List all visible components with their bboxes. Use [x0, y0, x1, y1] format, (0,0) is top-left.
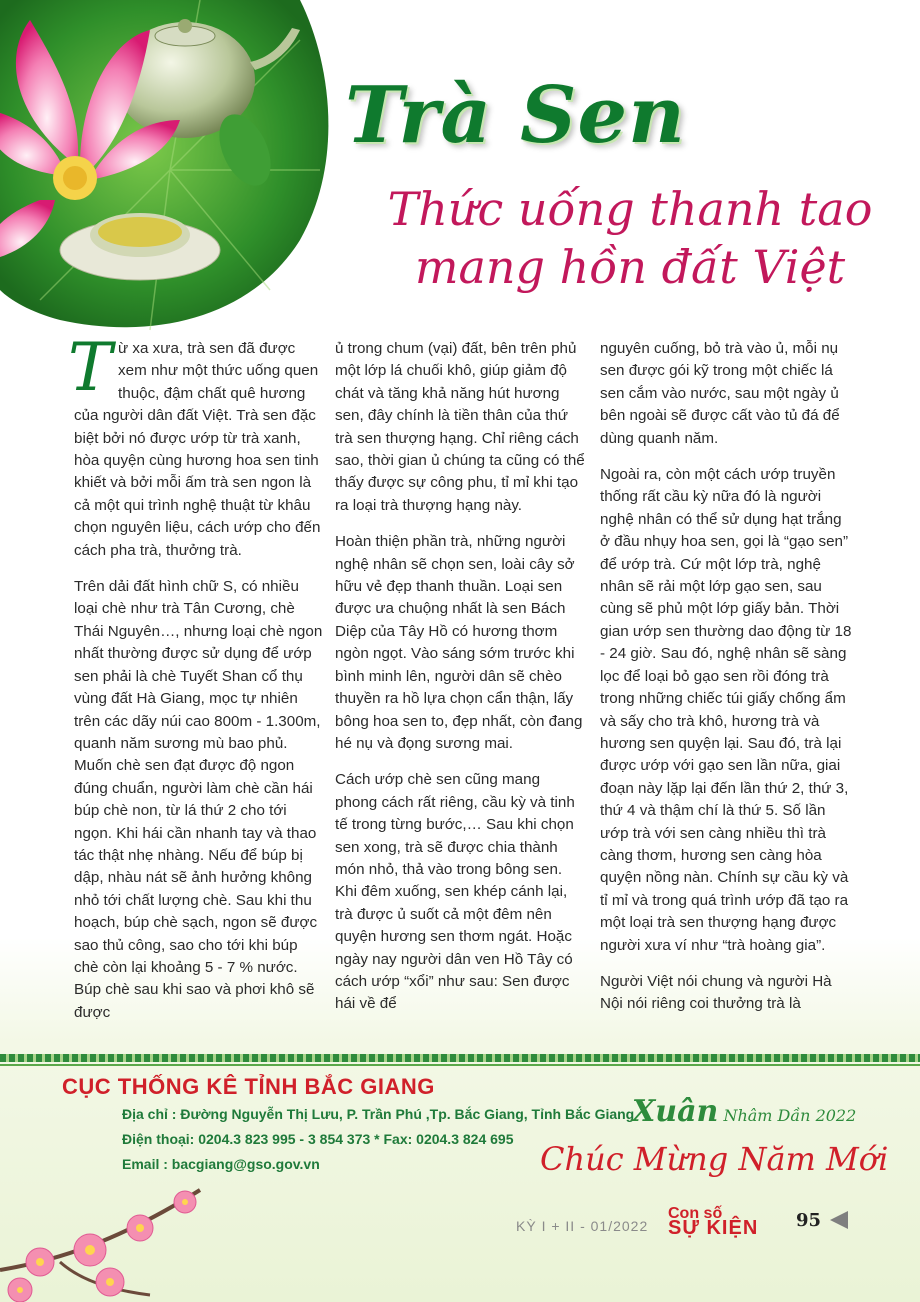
paragraph-text: ừ xa xưa, trà sen đã được xem như một thức uống quen thuộc, đậm chất quê hương của người dân đất Việt. Trà sen đặc biệt bởi nó được ướp từ trà xanh, hòa quyện cùng hương hoa sen tinh khiết và bởi mỗi ấm trà sen ngon là cả một qui trình nghệ thuật từ khâu chọn nguyên liệu, cách ướp cho đến cách pha trà, thưởng trà.: [74, 340, 321, 559]
footer-divider-line: [0, 1064, 920, 1066]
organization-address: Địa chỉ : Đường Nguyễn Thị Lưu, P. Trần Phú ,Tp. Bắc Giang, Tỉnh Bắc Giang: [122, 1106, 635, 1122]
paragraph: Người Việt nói chung và người Hà Nội nói riêng coi thưởng trà là: [600, 972, 832, 1013]
new-year-label: [632, 1094, 856, 1129]
article-column-3: [600, 338, 855, 1030]
paragraph: nguyên cuống, bỏ trà vào ủ, mỗi nụ sen được gói kỹ trong một chiếc lá sen cắm vào nước, sau một ngày ủ bên ngoài sẽ được cất vào tủ đá để dùng quanh năm.: [600, 340, 840, 447]
paragraph: Ngoài ra, còn một cách ướp truyền thống rất cầu kỳ nữa đó là người nghệ nhân có thể sử dụng hạt trắng ở đầu nhụy hoa sen, gọi là “gạo sen” để ướp trà. Cứ một lớp trà, nghệ nhân sẽ rải một lớp gạo sen, sau cùng sẽ phủ một lớp giấy bản. Thời gian ướp sen thường dao động từ 18 - 24 giờ. Sau đó, nghệ nhân sẽ sàng lọc để loại bỏ gạo sen rồi đóng trà trong những chiếc túi giấy chống ẩm và sấy cho trà khô, hương trà và hương sen quyện lại. Sau đó, trà lại được ướp với gạo sen lần nữa, giai đoạn này lặp lại đến lần thứ 2, thứ 3, thứ 4 và thậm chí là thứ 5. Số lần ướp trà với sen càng nhiều thì trà càng thơm, hương sen càng hòa quyện nồng nàn. Chính sự cầu kỳ và tỉ mỉ và trong quá trình ướp đã tạo ra một loại trà sen thượng hạng được người xưa ví như “trà hoàng gia”.: [600, 466, 852, 954]
magazine-logo-top: Con số: [668, 1205, 723, 1222]
magazine-logo-bottom: SỰ KIỆN: [668, 1217, 759, 1239]
paragraph: Cách ướp chè sen cũng mang phong cách rất riêng, cầu kỳ và tinh tế trong từng bước,… Sau khi chọn sen xong, trà sẽ được chia thành món nhỏ, thả vào trong bông sen. Khi đêm xuống, sen khép cánh lại, trà được ủ suốt cả một đêm nên quyện hương sen thơm ngát. Hoặc ngày nay người dân ven Hồ Tây có cách ướp “xổi” như sau: Sen được hái về để: [335, 771, 575, 1013]
organization-name: CỤC THỐNG KÊ TỈNH BẮC GIANG: [62, 1074, 435, 1099]
issue-number: KỲ I + II - 01/2022: [516, 1218, 649, 1234]
subtitle-line-1: Thức uống thanh tao: [387, 182, 873, 236]
paragraph: [68, 329, 324, 562]
article-subtitle: [360, 180, 900, 296]
organization-email: Email : bacgiang@gso.gov.vn: [122, 1156, 320, 1172]
article-column-1: [68, 329, 324, 1038]
lotus-tea-illustration: [0, 0, 340, 340]
organization-phone: Điện thoại: 0204.3 823 995 - 3 854 373 * Fax: 0204.3 824 695: [122, 1131, 514, 1147]
year-name: Nhâm Dần 2022: [723, 1106, 857, 1125]
paragraph: Trên dải đất hình chữ S, có nhiều loại chè như trà Tân Cương, chè Thái Nguyên…, nhưng loại chè ngon nhất thường được sử dụng để ướp sen phải là chè Tuyết Shan cổ thụ vùng đất Hà Giang, mọc tự nhiên trên các dãy núi cao 800m - 1.300m, quanh năm sương mù bao phủ. Muốn chè sen đạt được độ ngon đúng chuẩn, người làm chè cần hái búp chè non, từ lá thứ 2 cho tới ngọn. Khi hái cần nhanh tay và thao tác thật nhẹ nhàng. Nếu để búp bị dập, nhàu nát sẽ ảnh hưởng không nhỏ tới chất lượng chè. Sau khi thu hoạch, búp chè sạch, ngon sẽ được sao thủ công, sao cho tới khi búp chè còn lại khoảng 5 - 7 % nước. Búp chè sau khi sao và phơi khô sẽ được: [74, 578, 323, 1021]
arrow-left-icon: [830, 1211, 848, 1229]
xuan-word: Xuân: [632, 1094, 719, 1129]
paragraph: ủ trong chum (vại) đất, bên trên phủ một lớp lá chuối khô, giúp giảm độ chát và tăng khả năng hút hương sen, đây chính là tiền thân của thứ trà sen thượng hạng. Chỉ riêng cách sao, thời gian ủ chúng ta cũng có thể thấy được sự công phu, tỉ mỉ khi tạo ra loại trà thượng hạng này.: [335, 340, 585, 514]
paragraph: Hoàn thiện phần trà, những người nghệ nhân sẽ chọn sen, loài cây sở hữu vẻ đẹp thanh thuần. Loại sen được ưa chuộng nhất là sen Bách Diệp của Tây Hồ có hương thơm ngòn ngọt. Vào sáng sớm trước khi bình minh lên, người dân sẽ chèo thuyền ra hồ lựa chọn cẩn thận, lấy bông hoa sen to, đẹp nhất, còn đang hé nụ và đọng sương mai.: [335, 533, 583, 752]
subtitle-line-2: mang hồn đất Việt: [414, 240, 846, 294]
footer-divider: [0, 1054, 920, 1062]
new-year-greeting: Chúc Mừng Năm Mới: [540, 1140, 889, 1178]
peach-blossom-icon: [0, 1150, 260, 1302]
article-column-2: [335, 338, 585, 1030]
article-title: Trà Sen: [345, 70, 686, 161]
drop-cap: T: [68, 329, 113, 406]
page-number: 95: [796, 1210, 822, 1231]
magazine-logo: [668, 1205, 759, 1239]
